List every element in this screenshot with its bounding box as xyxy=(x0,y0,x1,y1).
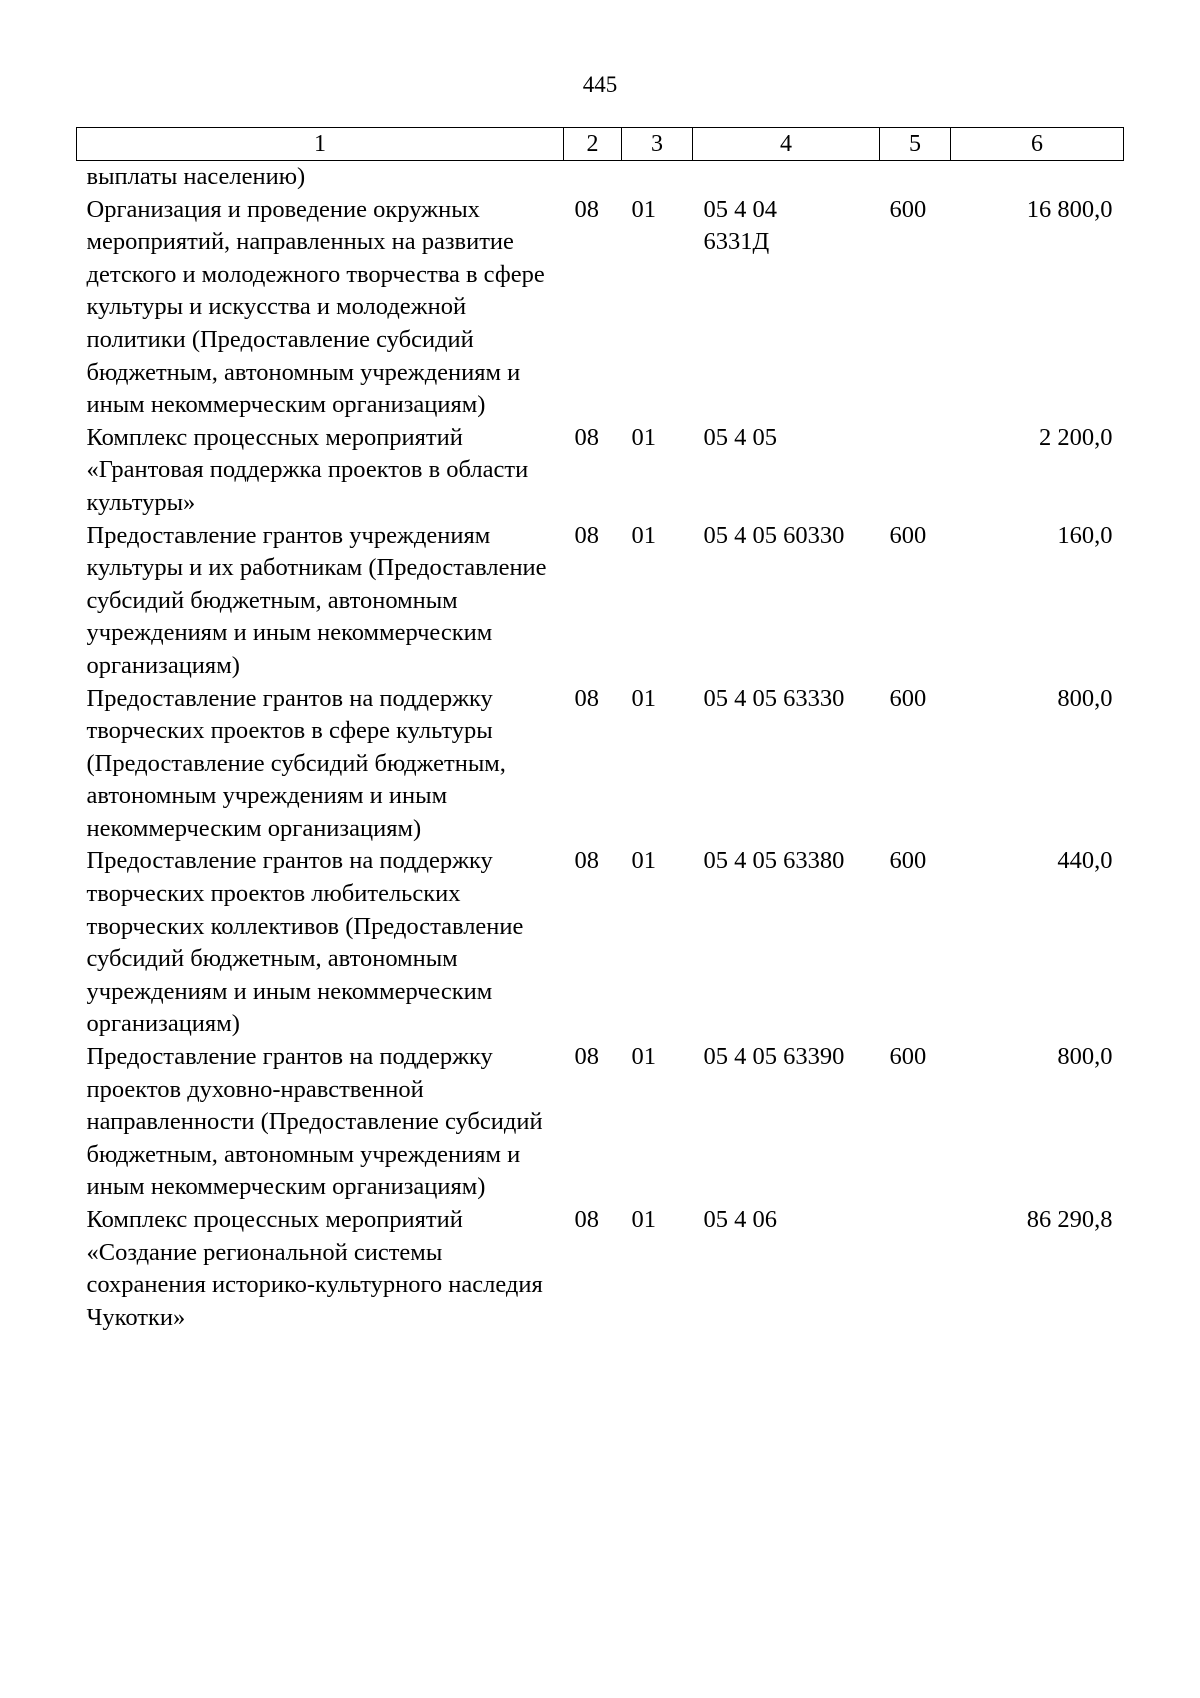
cell-section: 08 xyxy=(574,847,599,875)
cell-amount: 86 290,8 xyxy=(1026,1206,1113,1233)
cell-subsection: 01 xyxy=(631,1206,656,1233)
cell-target-article: 05 4 06 xyxy=(703,1206,777,1233)
table-row xyxy=(77,422,1124,520)
cell-amount: 800,0 xyxy=(1057,684,1113,712)
cell-name: Комплекс процессных мероприятий «Создание региональной системы сохранения историко-культурного наследия Чукотки» xyxy=(86,1206,543,1331)
cell-amount: 440,0 xyxy=(1057,847,1113,875)
table-row xyxy=(77,194,1124,422)
cell-name: Предоставление грантов учреждениям культуры и их работникам (Предоставление субсидий бюджетным, автономным учреждениям и иным некоммерческим организациям) xyxy=(86,521,547,679)
cell-expense-type: 600 xyxy=(889,684,927,712)
cell-subsection: 01 xyxy=(631,847,656,875)
cell-expense-type: 600 xyxy=(889,195,927,223)
cell-subsection: 01 xyxy=(631,423,656,451)
page-number: 445 xyxy=(582,72,618,97)
cell-section: 08 xyxy=(574,1206,599,1233)
cell-expense-type xyxy=(880,422,951,520)
table-row xyxy=(77,845,1124,1041)
table-row xyxy=(77,1041,1124,1204)
cell-name: Предоставление грантов на поддержку проектов духовно-нравственной направленности (Предоставление субсидий бюджетным, автономным учреждениям и иным некоммерческим организациям) xyxy=(86,1043,543,1201)
cell-expense-type: 600 xyxy=(889,847,927,875)
header-row xyxy=(77,128,1124,161)
cell-expense-type: 600 xyxy=(889,1043,927,1071)
cell-name: Комплекс процессных мероприятий «Грантовая поддержка проектов в области культуры» xyxy=(86,423,529,516)
cell-amount: 160,0 xyxy=(1057,521,1113,549)
table-row xyxy=(77,1204,1124,1334)
cell-expense-type xyxy=(880,1204,951,1334)
cell-subsection: 01 xyxy=(631,521,656,549)
cell-name: Организация и проведение окружных мероприятий, направленных на развитие детского и молодежного творчества в сфере культуры и искусства и молодежной политики (Предоставление субсидий бюджетным, автономным учреждениям и иным некоммерческим организациям) xyxy=(86,195,545,419)
header-col-6: 6 xyxy=(951,128,1124,161)
table-row xyxy=(77,520,1124,683)
header-col-1: 1 xyxy=(77,128,564,161)
cell-amount xyxy=(951,161,1124,194)
table-row xyxy=(77,683,1124,846)
cell-target-article: 05 4 05 63380 xyxy=(703,847,845,875)
cell-amount: 16 800,0 xyxy=(1026,195,1113,223)
budget-table-container xyxy=(76,127,1123,1334)
cell-amount: 800,0 xyxy=(1057,1043,1113,1071)
cell-section: 08 xyxy=(574,1043,599,1071)
cell-target-article: 05 4 05 63330 xyxy=(703,684,845,712)
cell-name: выплаты населению) xyxy=(86,163,306,190)
header-col-4: 4 xyxy=(693,128,880,161)
cell-expense-type: 600 xyxy=(889,521,927,549)
cell-target-article: 05 4 05 60330 xyxy=(703,521,845,549)
cell-section xyxy=(564,161,622,194)
cell-expense-type xyxy=(880,161,951,194)
cell-target-article: 05 4 04 6331Д xyxy=(703,195,777,256)
cell-subsection: 01 xyxy=(631,684,656,712)
cell-section: 08 xyxy=(574,684,599,712)
cell-subsection xyxy=(622,161,693,194)
cell-amount: 2 200,0 xyxy=(1039,423,1113,451)
cell-subsection: 01 xyxy=(631,1043,656,1071)
cell-name: Предоставление грантов на поддержку творческих проектов любительских творческих коллективов (Предоставление субсидий бюджетным, автономным учреждениям и иным некоммерческим организациям) xyxy=(86,847,524,1038)
cell-name: Предоставление грантов на поддержку творческих проектов в сфере культуры (Предоставление субсидий бюджетным, автономным учреждениям и иным некоммерческим организациям) xyxy=(86,684,506,842)
budget-table xyxy=(76,127,1124,1334)
cell-subsection: 01 xyxy=(631,195,656,223)
cell-target-article: 05 4 05 xyxy=(703,423,777,451)
table-body xyxy=(77,161,1124,1335)
header-col-5: 5 xyxy=(880,128,951,161)
header-col-2: 2 xyxy=(564,128,622,161)
cell-target-article xyxy=(693,161,880,194)
header-col-3: 3 xyxy=(622,128,693,161)
cell-section: 08 xyxy=(574,195,599,223)
cell-section: 08 xyxy=(574,423,599,451)
cell-section: 08 xyxy=(574,521,599,549)
table-header xyxy=(77,128,1124,161)
cell-target-article: 05 4 05 63390 xyxy=(703,1043,845,1071)
table-row xyxy=(77,161,1124,194)
